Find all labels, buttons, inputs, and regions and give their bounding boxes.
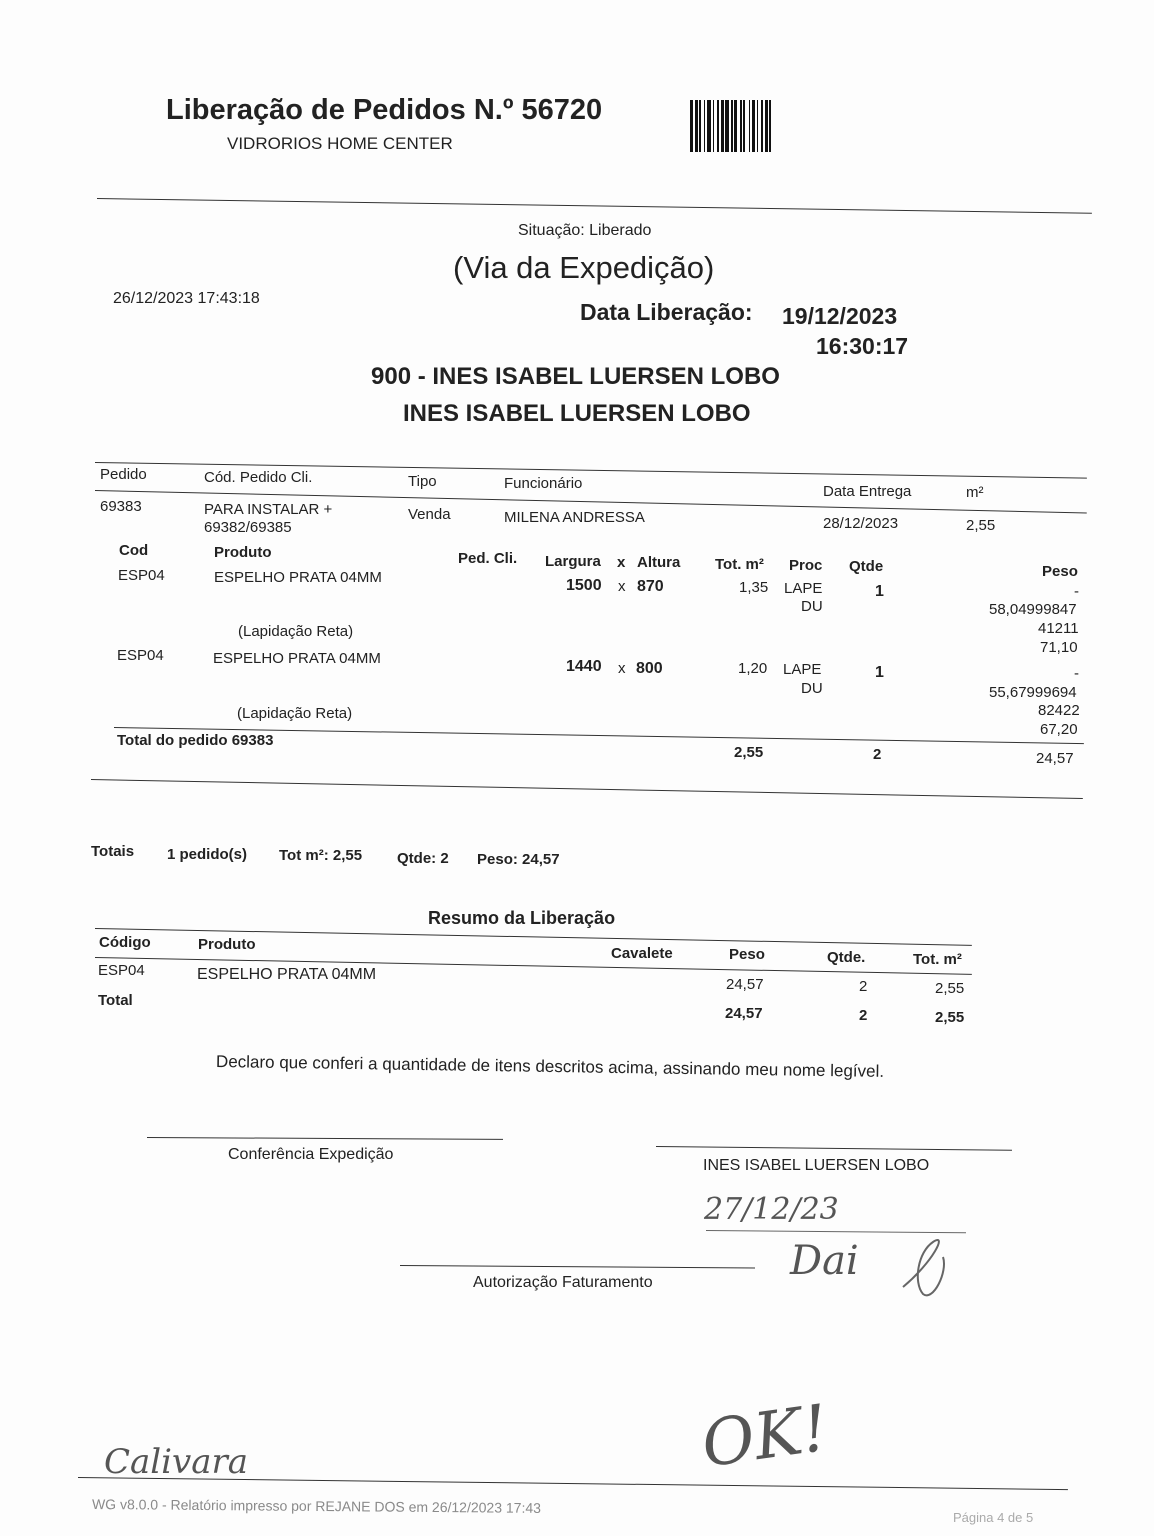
printed-timestamp: 26/12/2023 17:43:18 xyxy=(113,290,260,307)
resumo-total-qtde: 2 xyxy=(859,1007,868,1024)
footer-page: Página 4 de 5 xyxy=(953,1510,1034,1525)
item-1-peso-2: 41211 xyxy=(1038,620,1079,637)
order-cod-pedido-cli-1: PARA INSTALAR + xyxy=(204,501,333,518)
order-total-label: Total do pedido 69383 xyxy=(117,732,274,749)
order-total-m2: 2,55 xyxy=(734,744,764,761)
item-1-proc-1: LAPE xyxy=(784,580,823,597)
client-line-2: INES ISABEL LUERSEN LOBO xyxy=(403,400,751,427)
resumo-row-codigo: ESP04 xyxy=(98,962,145,979)
resumo-col-peso: Peso xyxy=(729,946,765,963)
col-cod-pedido-cli: Cód. Pedido Cli. xyxy=(204,469,313,486)
order-m2: 2,55 xyxy=(966,517,996,534)
resumo-row-qtde: 2 xyxy=(859,978,868,995)
totais-qtde: Qtde: 2 xyxy=(397,850,449,867)
item-2-qtde: 1 xyxy=(875,664,884,681)
data-liberacao-date: 19/12/2023 xyxy=(782,303,898,329)
item-2-produto: ESPELHO PRATA 04MM xyxy=(213,650,381,667)
item-1-cod: ESP04 xyxy=(118,567,165,584)
totais-label: Totais xyxy=(91,843,135,860)
items-col-ped-cli: Ped. Cli. xyxy=(458,550,518,567)
situacao-label: Situação: Liberado xyxy=(518,222,652,239)
col-pedido: Pedido xyxy=(100,466,147,483)
order-cod-pedido-cli-2: 69382/69385 xyxy=(204,519,292,536)
handwritten-ok: OK! xyxy=(697,1391,833,1483)
signature-loop-stroke xyxy=(893,1232,953,1302)
signature-line-conferencia xyxy=(147,1137,503,1140)
footer-line xyxy=(78,1477,1068,1490)
item-2-altura: 800 xyxy=(636,660,663,677)
item-2-peso-dash: - xyxy=(1074,665,1079,682)
item-2-x: x xyxy=(618,660,626,677)
item-1-produto: ESPELHO PRATA 04MM xyxy=(214,569,382,586)
document-title: Liberação de Pedidos N.º 56720 xyxy=(166,94,603,126)
header-divider xyxy=(97,198,1092,214)
col-tipo: Tipo xyxy=(408,473,437,490)
handwritten-signature-2: Calivara xyxy=(104,1442,249,1482)
totais-m2: Tot m²: 2,55 xyxy=(279,847,363,864)
items-col-produto: Produto xyxy=(214,544,272,561)
resumo-col-qtde: Qtde. xyxy=(827,949,866,966)
order-total-bottom-line xyxy=(91,779,1083,799)
resumo-total-peso: 24,57 xyxy=(725,1005,763,1022)
resumo-col-codigo: Código xyxy=(99,934,151,951)
items-col-altura: Altura xyxy=(637,554,681,571)
data-liberacao-label: Data Liberação: xyxy=(580,299,753,325)
item-2-peso-1: 55,67999694 xyxy=(989,684,1077,701)
resumo-col-produto: Produto xyxy=(198,936,256,953)
item-1-altura: 870 xyxy=(637,578,664,595)
handwritten-signature-1: Dai xyxy=(790,1238,859,1284)
totais-peso: Peso: 24,57 xyxy=(477,851,560,868)
signature-label-conferencia: Conferência Expedição xyxy=(228,1146,394,1163)
item-1-largura: 1500 xyxy=(566,577,602,594)
item-1-peso-1: 58,04999847 xyxy=(989,601,1077,618)
col-funcionario: Funcionário xyxy=(504,475,583,492)
items-col-peso: Peso xyxy=(1042,563,1078,580)
items-col-largura: Largura xyxy=(545,553,601,570)
signature-line-autorizacao xyxy=(400,1265,755,1268)
resumo-row-peso: 24,57 xyxy=(726,976,764,993)
item-2-proc-2: DU xyxy=(801,680,823,697)
totais-pedidos: 1 pedido(s) xyxy=(167,846,248,863)
item-1-peso-dash: - xyxy=(1074,583,1079,600)
item-2-largura: 1440 xyxy=(566,658,602,675)
resumo-total-label: Total xyxy=(98,992,133,1009)
resumo-title: Resumo da Liberação xyxy=(428,908,616,928)
items-col-cod: Cod xyxy=(119,542,149,559)
items-col-tot-m2: Tot. m² xyxy=(715,556,764,573)
resumo-col-cavalete: Cavalete xyxy=(611,945,673,962)
order-pedido: 69383 xyxy=(100,498,142,515)
order-data-entrega: 28/12/2023 xyxy=(823,515,899,532)
item-1-x: x xyxy=(618,578,626,595)
client-line-1: 900 - INES ISABEL LUERSEN LOBO xyxy=(371,363,780,390)
item-2-peso-2: 82422 xyxy=(1038,702,1080,719)
order-total-peso: 24,57 xyxy=(1036,750,1074,767)
item-1-detail: (Lapidação Reta) xyxy=(238,623,354,640)
data-liberacao-time: 16:30:17 xyxy=(816,333,909,359)
resumo-row-produto: ESPELHO PRATA 04MM xyxy=(197,966,377,983)
footer-printed-by: WG v8.0.0 - Relatório impresso por REJANE DOS em 26/12/2023 17:43 xyxy=(91,1496,542,1516)
resumo-row-tot-m2: 2,55 xyxy=(935,980,965,997)
item-2-detail: (Lapidação Reta) xyxy=(237,705,353,722)
signature-line-client xyxy=(656,1146,1012,1151)
signature-label-client: INES ISABEL LUERSEN LOBO xyxy=(703,1157,930,1174)
item-2-tot-m2: 1,20 xyxy=(738,660,768,677)
item-2-proc-1: LAPE xyxy=(783,661,822,678)
company-name: VIDRORIOS HOME CENTER xyxy=(227,134,453,153)
order-total-qtde: 2 xyxy=(873,746,882,763)
item-1-tot-m2: 1,35 xyxy=(739,579,769,596)
resumo-total-tot-m2: 2,55 xyxy=(935,1009,965,1026)
item-1-peso-3: 71,10 xyxy=(1040,639,1078,656)
order-funcionario: MILENA ANDRESSA xyxy=(504,509,645,526)
order-tipo: Venda xyxy=(408,506,451,523)
item-2-peso-3: 67,20 xyxy=(1040,721,1078,738)
barcode xyxy=(690,100,866,152)
handwritten-date: 27/12/23 xyxy=(704,1192,839,1227)
item-2-cod: ESP04 xyxy=(117,647,164,664)
declaration-text: Declaro que conferi a quantidade de itens descritos acima, assinando meu nome legível. xyxy=(215,1052,885,1081)
col-data-entrega: Data Entrega xyxy=(823,483,912,500)
items-col-proc: Proc xyxy=(789,557,823,574)
item-1-qtde: 1 xyxy=(875,583,884,600)
signature-label-autorizacao: Autorização Faturamento xyxy=(473,1274,653,1291)
items-col-qtde: Qtde xyxy=(849,558,884,575)
items-col-x: x xyxy=(617,554,626,571)
item-1-proc-2: DU xyxy=(801,598,823,615)
resumo-col-tot-m2: Tot. m² xyxy=(913,951,962,968)
col-m2: m² xyxy=(966,484,984,501)
via-label: (Via da Expedição) xyxy=(453,250,715,285)
